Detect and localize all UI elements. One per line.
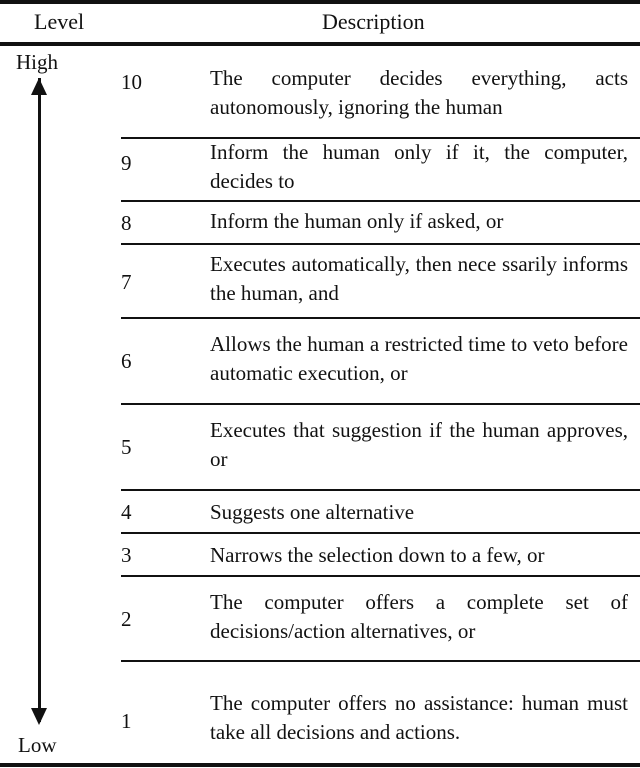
table-bottom-rule bbox=[0, 763, 640, 767]
level-number: 2 bbox=[121, 607, 132, 631]
header-bottom-rule bbox=[0, 42, 640, 46]
scale-high-label: High bbox=[16, 50, 58, 74]
level-number: 9 bbox=[121, 151, 132, 175]
level-description: Inform the human only if it, the computer, decides to bbox=[210, 140, 628, 193]
scale-arrow-shaft bbox=[38, 78, 41, 722]
table-row bbox=[121, 52, 640, 137]
table-row bbox=[121, 244, 640, 317]
level-column-header: Level bbox=[34, 9, 85, 34]
level-description: Executes that suggestion if the human approves, or bbox=[210, 418, 628, 471]
level-number: 1 bbox=[121, 709, 132, 733]
table-row bbox=[121, 138, 640, 200]
table-row bbox=[121, 404, 640, 489]
table-row bbox=[121, 576, 640, 660]
table-row bbox=[121, 661, 640, 761]
level-description: The computer offers a complete set of decisions/action alternatives, or bbox=[210, 590, 628, 643]
level-description: Allows the human a restricted time to veto before automatic execution, or bbox=[210, 332, 628, 385]
level-number: 3 bbox=[121, 543, 132, 567]
level-description: The computer offers no assistance: human must take all decisions and actions. bbox=[210, 691, 628, 744]
level-number: 10 bbox=[121, 70, 142, 94]
description-column-header: Description bbox=[322, 9, 425, 34]
table-top-rule bbox=[0, 0, 640, 4]
level-number: 5 bbox=[121, 435, 132, 459]
level-number: 7 bbox=[121, 270, 132, 294]
table-row bbox=[121, 201, 640, 243]
level-description: Inform the human only if asked, or bbox=[210, 209, 504, 233]
scale-low-label: Low bbox=[18, 733, 57, 757]
table-row bbox=[121, 318, 640, 403]
level-number: 6 bbox=[121, 349, 132, 373]
arrow-down-icon bbox=[31, 708, 47, 725]
level-number: 4 bbox=[121, 500, 132, 524]
level-number: 8 bbox=[121, 211, 132, 235]
table-row bbox=[121, 490, 640, 532]
table-row bbox=[121, 533, 640, 575]
level-description: The computer decides everything, acts autonomously, ignoring the human bbox=[210, 66, 628, 119]
level-description: Narrows the selection down to a few, or bbox=[210, 543, 545, 567]
level-description: Executes automatically, then nece ssarily informs the human, and bbox=[210, 252, 628, 305]
level-description: Suggests one alternative bbox=[210, 500, 415, 524]
